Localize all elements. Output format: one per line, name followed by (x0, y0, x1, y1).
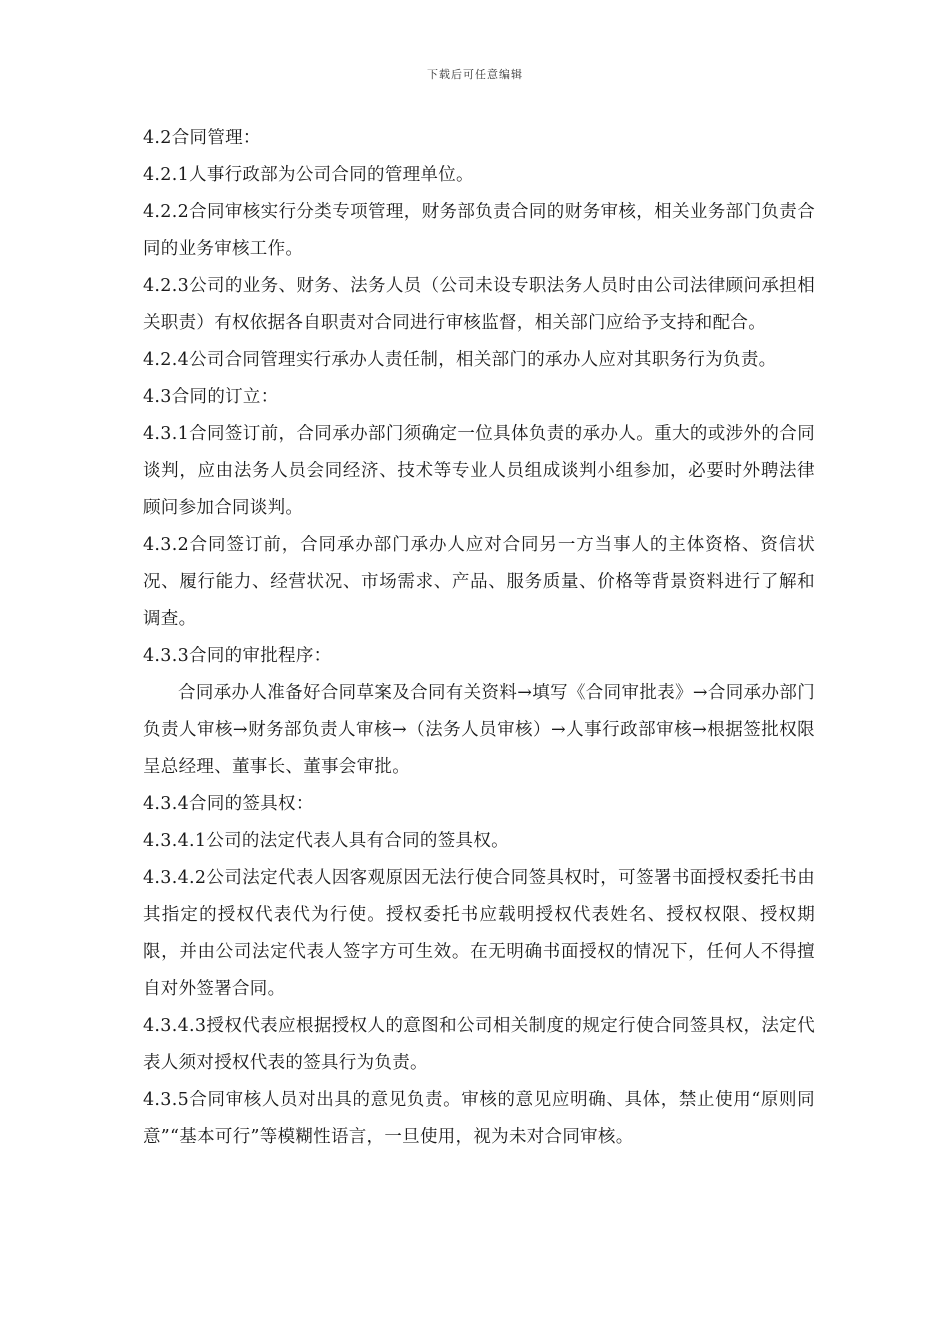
paragraph-4-3-5: 4.3.5合同审核人员对出具的意见负责。审核的意见应明确、具体，禁止使用“原则同意”“基本可行”等模糊性语言，一旦使用，视为未对合同审核。 (143, 1090, 815, 1147)
paragraph-4-3-4-3: 4.3.4.3授权代表应根据授权人的意图和公司相关制度的规定行使合同签具权，法定代表人须对授权代表的签具行为负责。 (143, 1016, 815, 1073)
paragraph-4-3-4-1: 4.3.4.1公司的法定代表人具有合同的签具权。 (143, 831, 509, 851)
paragraph-4-3-4-2: 4.3.4.2公司法定代表人因客观原因无法行使合同签具权时，可签署书面授权委托书由其指定的授权代表代为行使。授权委托书应载明授权代表姓名、授权权限、授权期限，并由公司法定代表人签字方可生效。在无明确书面授权的情况下，任何人不得擅自对外签署合同。 (143, 868, 815, 999)
paragraph-4-2-4: 4.2.4公司合同管理实行承办人责任制，相关部门的承办人应对其职务行为负责。 (143, 350, 777, 370)
paragraph-4-3-3: 4.3.3合同的审批程序： (143, 646, 332, 666)
paragraph-4-3-2: 4.3.2合同签订前，合同承办部门承办人应对合同另一方当事人的主体资格、资信状况、履行能力、经营状况、市场需求、产品、服务质量、价格等背景资料进行了解和调查。 (143, 535, 815, 629)
header-note: 下载后可任意编辑 (427, 68, 523, 81)
document-body (143, 120, 815, 1156)
paragraph-4-2-2: 4.2.2合同审核实行分类专项管理，财务部负责合同的财务审核，相关业务部门负责合同的业务审核工作。 (143, 202, 815, 259)
paragraph-4-3-4: 4.3.4合同的签具权： (143, 794, 314, 814)
paragraph-4-3: 4.3合同的订立： (143, 387, 279, 407)
paragraph-approval-flow: 合同承办人准备好合同草案及合同有关资料→填写《合同审批表》→合同承办部门负责人审核→财务部负责人审核→（法务人员审核）→人事行政部审核→根据签批权限呈总经理、董事长、董事会审批。 (143, 683, 815, 777)
paragraph-4-2: 4.2合同管理： (143, 128, 261, 148)
paragraph-4-2-3: 4.2.3公司的业务、财务、法务人员（公司未设专职法务人员时由公司法律顾问承担相关职责）有权依据各自职责对合同进行审核监督，相关部门应给予支持和配合。 (143, 276, 815, 333)
paragraph-4-3-1: 4.3.1合同签订前，合同承办部门须确定一位具体负责的承办人。重大的或涉外的合同谈判，应由法务人员会同经济、技术等专业人员组成谈判小组参加，必要时外聘法律顾问参加合同谈判。 (143, 424, 815, 518)
paragraph-4-2-1: 4.2.1人事行政部为公司合同的管理单位。 (143, 165, 474, 185)
